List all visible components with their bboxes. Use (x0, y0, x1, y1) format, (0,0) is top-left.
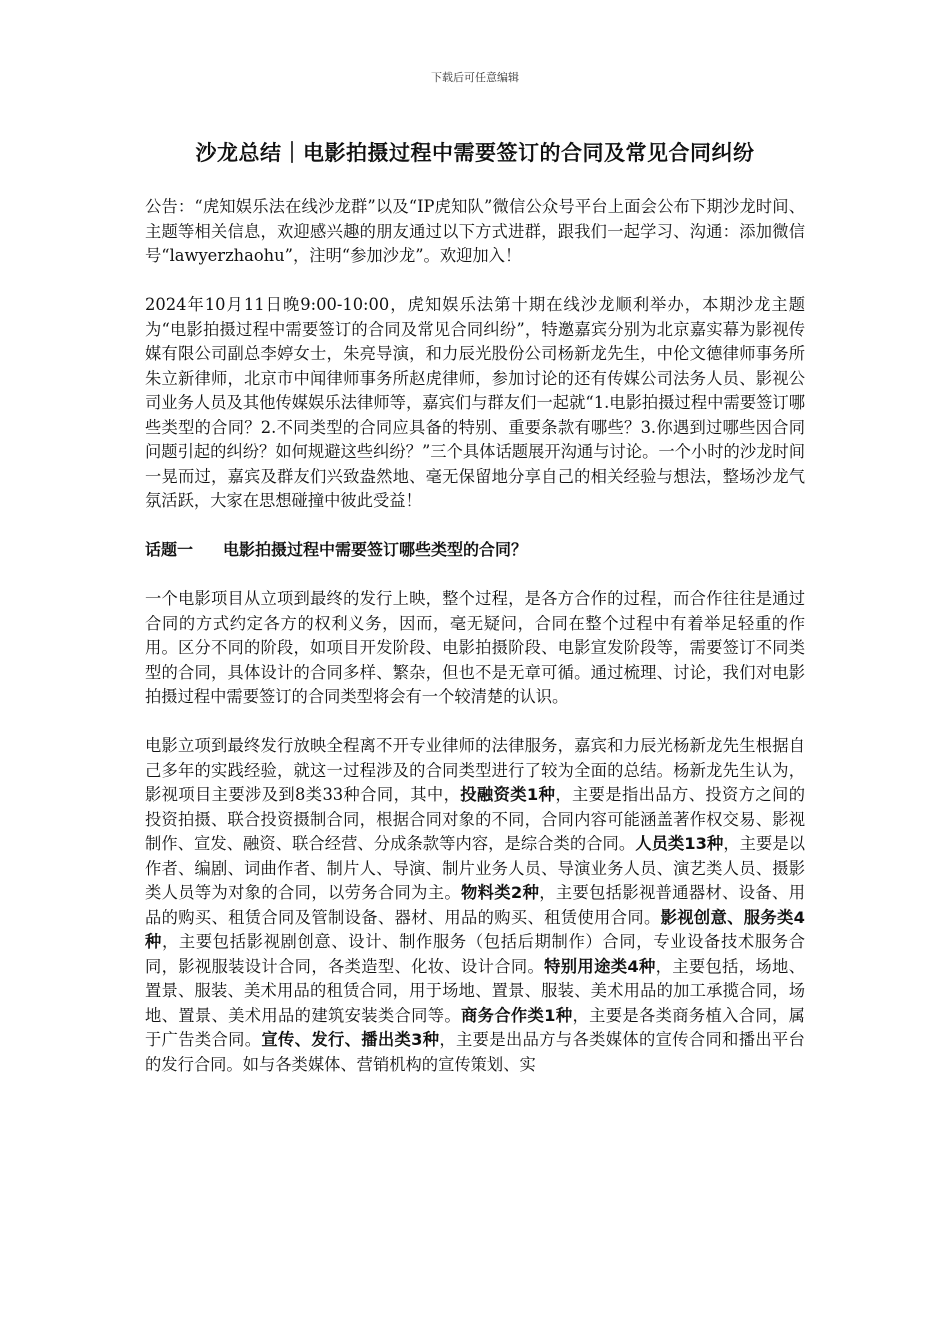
bold-category: 物料类2种 (461, 883, 540, 902)
text-segment: ，主要包括影视剧创意、设计、制作服务（包括后期制作）合同，专业设备技术服务合同，影视服装设计合同，各类造型、化妆、设计合同。 (145, 932, 805, 976)
text-segment: ，主要是出品方与各类媒体的宣传合同和播出平台的发行合同。如与各类媒体、营销机构的宣传策划、实 (145, 1030, 805, 1074)
text-segment: ，主要包括，场地、置景、服装、美术用品的租赁合同，用于场地、置景、服装、美术用品的加工承揽合同，场地、置景、美术用品的建筑安装类合同等。 (145, 956, 805, 1025)
bold-category: 影视创意、服务类4种 (145, 907, 805, 951)
bold-category: 特别用途类4种 (544, 956, 656, 976)
topic-heading (145, 538, 805, 563)
text-segment: ，主要包括影视普通器材、设备、用品的购买、租赁合同及管制设备、器材、用品的购买、租赁使用合同。 (145, 883, 805, 927)
paragraph-gap (145, 710, 805, 735)
bold-category: 商务合作类1种 (461, 1005, 573, 1025)
contract-types-paragraph (145, 734, 805, 1077)
event-summary-paragraph: 2024年10月11日晚9:00-10:00，虎知娱乐法第十期在线沙龙顺利举办，本期沙龙主题为“电影拍摄过程中需要签订的合同及常见合同纠纷”，特邀嘉宾分别为北京嘉实幕为影视传媒有限公司副总李婷女士，朱亮导演，和力辰光股份公司杨新龙先生，中伦文德律师事务所朱立新律师，北京市中闻律师事务所赵虎律师，参加讨论的还有传媒公司法务人员、影视公司业务人员及其他传媒娱乐法律师等，嘉宾们与群友们一起就“1.电影拍摄过程中需要签订哪些类型的合同？2.不同类型的合同应具备的特别、重要条款有哪些？3.你遇到过哪些因合同问题引起的纠纷？如何规避这些纠纷？”三个具体话题展开沟通与讨论。一个小时的沙龙时间一晃而过，嘉宾及群友们兴致盎然地、毫无保留地分享自己的相关经验与想法，整场沙龙气氛活跃，大家在思想碰撞中彼此受益！ (145, 295, 805, 510)
text-segment: ，主要是指出品方、投资方之间的投资拍摄、联合投资摄制合同，根据合同对象的不同，合同内容可能涵盖著作权交易、影视制作、宣发、融资、联合经营、分成条款等内容，是综合类的合同。 (145, 785, 805, 853)
paragraph-gap (145, 269, 805, 294)
paragraph-gap (145, 563, 805, 588)
text-segment: ，主要是以作者、编剧、词曲作者、制片人、导演、制片业务人员、导演业务人员、演艺类人员、摄影类人员等为对象的合同，以劳务合同为主。 (145, 834, 805, 902)
text-segment: 电影立项到最终发行放映全程离不开专业律师的法律服务，嘉宾和力辰光杨新龙先生根据自己多年的实践经验，就这一过程涉及的合同类型进行了较为全面的总结。杨新龙先生认为，影视项目主要涉及到8类33种合同，其中， (145, 736, 805, 804)
topic-intro-paragraph: 一个电影项目从立项到最终的发行上映，整个过程，是各方合作的过程，而合作往往是通过合同的方式约定各方的权利义务，因而，毫无疑问，合同在整个过程中有着举足轻重的作用。区分不同的阶段，如项目开发阶段、电影拍摄阶段、电影宣发阶段等，需要签订不同类型的合同，具体设计的合同多样、繁杂，但也不是无章可循。通过梳理、讨论，我们对电影拍摄过程中需要签订的合同类型将会有一个较清楚的认识。 (145, 589, 805, 706)
bold-category: 宣传、发行、播出类3种 (261, 1030, 440, 1049)
paragraph-gap (145, 514, 805, 539)
document-body (145, 195, 805, 1077)
topic-label: 话题一 (145, 540, 194, 559)
text-segment: ，主要是各类商务植入合同，属于广告类合同。 (145, 1005, 805, 1049)
header-note: 下载后可任意编辑 (431, 71, 519, 84)
bold-category: 投融资类1种 (460, 785, 556, 804)
topic-text: 电影拍摄过程中需要签订哪些类型的合同？ (223, 540, 528, 559)
document-title: 沙龙总结｜电影拍摄过程中需要签订的合同及常见合同纠纷 (195, 141, 755, 165)
bold-category: 人员类13种 (635, 834, 724, 853)
announcement-paragraph: 公告：“虎知娱乐法在线沙龙群”以及“IP虎知队”微信公众号平台上面会公布下期沙龙时间、主题等相关信息，欢迎感兴趣的朋友通过以下方式进群，跟我们一起学习、沟通：添加微信号“lawyerzhaohu”，注明“参加沙龙”。欢迎加入！ (145, 197, 805, 265)
